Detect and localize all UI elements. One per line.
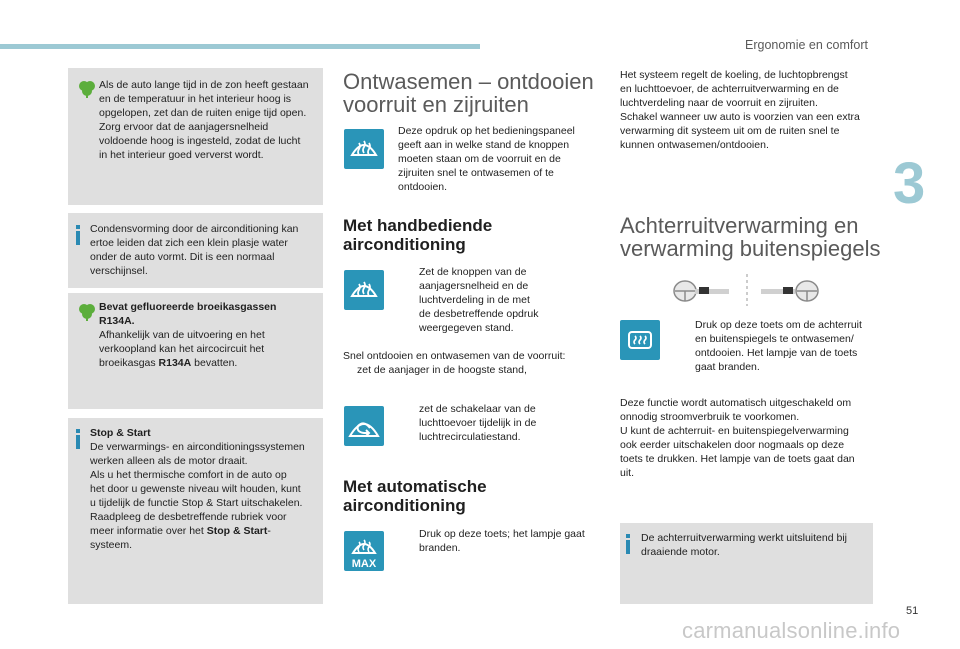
rear-heating-heading: [620, 214, 880, 260]
text-line: branden.: [419, 542, 461, 554]
text-line: Schakel wanneer uw auto is voorzien van een extra: [620, 111, 860, 123]
text-line: Druk op deze toets om de achterruit: [695, 319, 862, 331]
box-text-line: opgelopen, zet dan de ruiten enige tijd open.: [99, 107, 307, 119]
heading-line: voorruit en zijruiten: [343, 92, 529, 117]
box-text-line: systeem.: [90, 539, 133, 551]
quick-defrost-text: [343, 349, 593, 377]
text-line: Het systeem regelt de koeling, de luchtopbrengst: [620, 69, 848, 81]
text-line: ontdooien.: [398, 181, 448, 193]
recirculation-icon: [344, 406, 384, 446]
right-mirror-icon: [761, 281, 818, 301]
watermark: carmanualsonline.info: [682, 618, 901, 643]
text-line: aanjagersnelheid en de: [419, 280, 529, 292]
text-span: broeikasgas: [99, 357, 159, 369]
greenhouse-gas-box: [68, 293, 323, 409]
heading-line: airconditioning: [343, 235, 466, 254]
heading-line: airconditioning: [343, 496, 466, 515]
text-line: U kunt de achterruit- en buitenspiegelverwarming: [620, 425, 849, 437]
text-line: en buitenspiegels te ontwasemen/: [695, 333, 854, 345]
info-icon: [76, 429, 80, 449]
text-line: Deze opdruk op het bedieningspaneel: [398, 125, 575, 137]
box-text-line: [99, 356, 319, 370]
text-line: moeten staan om de voorruit en de: [398, 153, 561, 165]
box-title: Stop & Start: [90, 427, 151, 439]
box-text-line: onder de auto vormt. Dit is een normaal: [90, 251, 275, 263]
box-text-line: Afhankelijk van de uitvoering en het: [99, 329, 265, 341]
windscreen-defrost-icon: [344, 270, 384, 310]
defrost-heading: [343, 70, 594, 116]
text-line: Druk op deze toets; het lampje gaat: [419, 528, 585, 540]
box-text-line: werken alleen als de motor draait.: [90, 455, 248, 467]
rear-window-defrost-icon: [620, 320, 660, 360]
heading-line: verwarming buitenspiegels: [620, 236, 881, 261]
recirculation-symbol: [344, 406, 384, 446]
text-line: kunnen ontwasemen/ontdooien.: [620, 139, 769, 151]
text-line: onnodig stroomverbruik te voorkomen.: [620, 411, 800, 423]
text-line: en luchttoevoer, de achterruitverwarming en de: [620, 83, 839, 95]
text-line: zet de schakelaar van de: [419, 403, 536, 415]
manual-defrost-symbol: [344, 270, 384, 310]
rear-defrost-paragraph: [620, 396, 880, 480]
heading-line: Ontwasemen – ontdooien: [343, 69, 594, 94]
box-text-line: en de temperatuur in het interieur hoog is: [99, 93, 292, 105]
windscreen-defrost-icon: [344, 129, 384, 169]
box-text-line: voldoende hoog is ingesteld, zodat de lucht: [99, 135, 301, 147]
box-text-line: in het interieur goed ververst wordt.: [99, 149, 264, 161]
box-text-line: het door u gewenste niveau wilt houden, kunt: [90, 483, 301, 495]
box-text-line: De achterruitverwarming werkt uitsluitend bij: [641, 532, 847, 544]
text-line: weergegeven stand.: [419, 322, 514, 334]
header-accent-bar: [0, 44, 480, 49]
max-defrost-button: [344, 531, 384, 571]
leaf-icon: [78, 80, 96, 98]
text-line: zet de aanjager in de hoogste stand,: [357, 364, 527, 376]
manual-ac-heading: [343, 216, 492, 254]
text-line: uit.: [620, 467, 635, 479]
box-text-line: ertoe leiden dat zich een klein plasje water: [90, 237, 288, 249]
rear-defrost-button: [620, 320, 660, 360]
box-text-line: Zorg ervoor dat de aanjagersnelheid: [99, 121, 269, 133]
mirror-heating-illustration: [665, 272, 830, 306]
text-span: -: [267, 525, 271, 537]
text-line: Zet de knoppen van de: [419, 266, 527, 278]
heading-line: Met automatische: [343, 477, 487, 496]
text-span: bevatten.: [191, 357, 238, 369]
text-line: luchttoevoer tijdelijk in de: [419, 417, 537, 429]
engine-running-info-box: [620, 523, 873, 604]
box-text-line: De verwarmings- en airconditioningssystemen: [90, 441, 305, 453]
text-line: ontdooien. Het lampje van de toets: [695, 347, 858, 359]
auto-ac-heading: [343, 477, 487, 515]
box-text-line: Condensvorming door de airconditioning kan: [90, 223, 299, 235]
text-line: luchtrecirculatiestand.: [419, 431, 521, 443]
auto-step: [397, 527, 597, 555]
stop-start-info-box: [68, 418, 323, 604]
box-text-line: verschijnsel.: [90, 265, 148, 277]
info-icon: [76, 225, 80, 245]
text-line: zijruiten snel te ontwasemen of te: [398, 167, 554, 179]
text-line: ook eerder uitschakelen door nogmaals op deze: [620, 439, 845, 451]
box-text-line: Als de auto lange tijd in de zon heeft gestaan: [99, 79, 309, 91]
text-line: toets te drukken. Het lampje van de toets gaat dan: [620, 453, 855, 465]
manual-step-2: [397, 402, 587, 444]
text-line: luchtverdeling in de met: [419, 294, 530, 306]
condensation-info-box: [68, 213, 323, 288]
defrost-intro: [398, 124, 593, 194]
box-text-line: Raadpleeg de desbetreffende rubriek voor: [90, 511, 287, 523]
info-icon: [626, 534, 630, 554]
text-line: geeft aan in welke stand de knoppen: [398, 139, 570, 151]
section-header: Ergonomie en comfort: [745, 38, 868, 52]
box-title: Bevat gefluoreerde broeikasgassen: [99, 301, 277, 313]
heading-line: Achterruitverwarming en: [620, 213, 859, 238]
text-line: gaat branden.: [695, 361, 760, 373]
page-number: 51: [906, 605, 919, 617]
text-line: Deze functie wordt automatisch uitgeschakeld om: [620, 397, 852, 409]
auto-system-intro: [620, 68, 880, 152]
text-line: de desbetreffende opdruk: [419, 308, 539, 320]
refrigerant-name: R134A: [158, 357, 192, 369]
leaf-icon: [78, 303, 96, 321]
box-text-line: draaiende motor.: [641, 546, 720, 558]
stop-start-ref: Stop & Start: [206, 525, 268, 537]
rear-defrost-step: [673, 318, 883, 374]
box-text-line: [90, 524, 322, 538]
box-text-line: verkoopland kan het aircocircuit het: [99, 343, 265, 355]
max-label: MAX: [351, 558, 377, 570]
environment-tip-box: [68, 68, 323, 205]
heading-line: Met handbediende: [343, 216, 493, 235]
text-line: Snel ontdooien en ontwasemen van de voorruit:: [343, 350, 566, 362]
left-mirror-icon: [674, 281, 729, 301]
text-span: meer informatie over het: [90, 525, 207, 537]
box-title: R134A.: [99, 315, 135, 327]
box-text-line: u tijdelijk de functie Stop & Start uitschakelen.: [90, 497, 303, 509]
manual-step-1: [397, 265, 587, 335]
chapter-number: 3: [893, 151, 926, 216]
box-text-line: Als u het thermische comfort in de auto op: [90, 469, 287, 481]
text-line: verwarming dit systeem uit om de ruiten snel te: [620, 125, 840, 137]
text-line: luchtverdeling naar de voorruit en zijruiten.: [620, 97, 818, 109]
defrost-symbol-button: [344, 129, 384, 169]
